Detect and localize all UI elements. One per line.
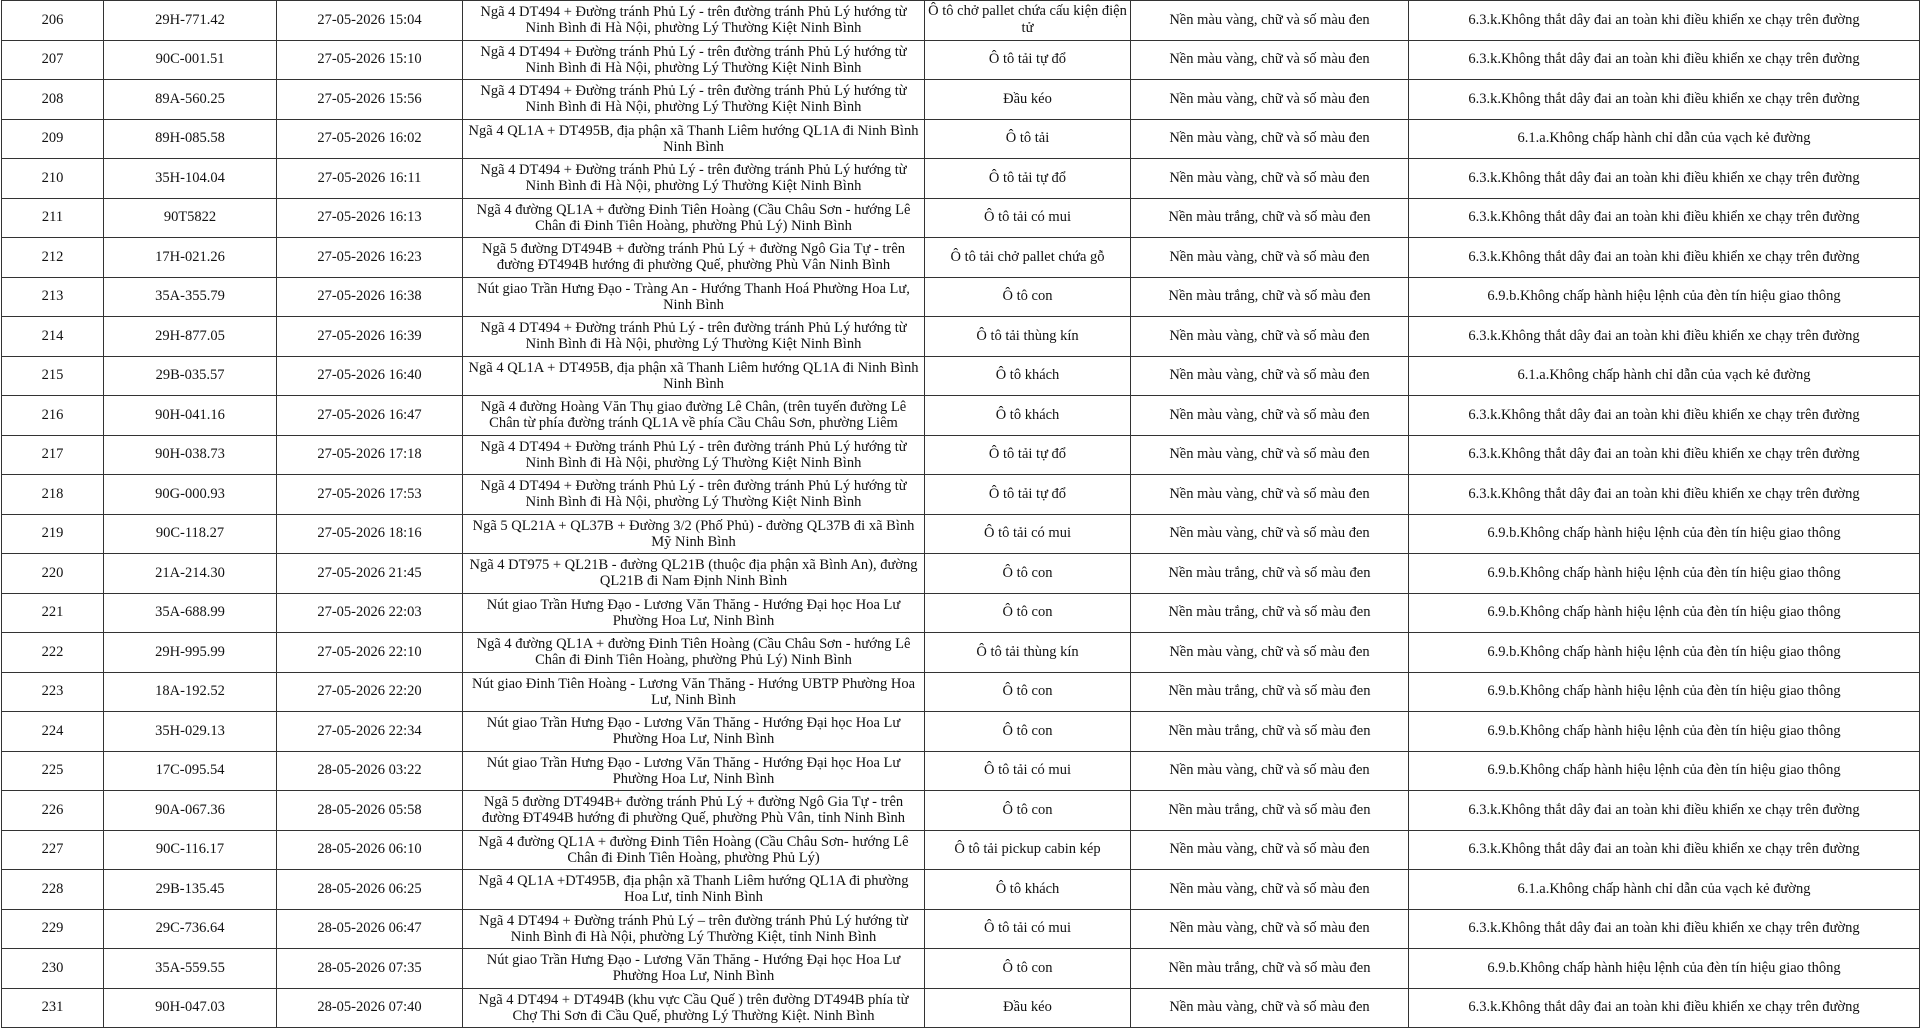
plate-color-cell: Nền màu trắng, chữ và số màu đen [1131,672,1409,712]
vehicle-type-cell: Ô tô tải tự đổ [925,435,1131,475]
plate-color-cell: Nền màu vàng, chữ và số màu đen [1131,870,1409,910]
row-number-cell: 223 [2,672,104,712]
violation-location-cell: Ngã 4 DT494 + DT494B (khu vực Cầu Quế ) trên đường DT494B phía từ Chợ Thi Sơn đi Cầu Quế, phường Lý Thường Kiệt. Ninh Bình [463,988,925,1028]
violation-description-cell: 6.3.k.Không thắt dây đai an toàn khi điều khiển xe chạy trên đường [1409,791,1920,831]
vehicle-type-cell: Ô tô tải tự đổ [925,40,1131,80]
row-number-cell: 225 [2,751,104,791]
violation-time-cell: 27-05-2026 22:34 [277,712,463,752]
table-row [2,909,1920,949]
row-number-cell: 219 [2,514,104,554]
violation-description-cell: 6.9.b.Không chấp hành hiệu lệnh của đèn tín hiệu giao thông [1409,277,1920,317]
vehicle-type-cell: Ô tô tải thùng kín [925,633,1131,673]
table-row [2,119,1920,159]
violation-description-cell: 6.3.k.Không thắt dây đai an toàn khi điều khiển xe chạy trên đường [1409,475,1920,515]
violation-description-cell: 6.3.k.Không thắt dây đai an toàn khi điều khiển xe chạy trên đường [1409,40,1920,80]
violation-description-cell: 6.3.k.Không thắt dây đai an toàn khi điều khiển xe chạy trên đường [1409,238,1920,278]
license-plate-cell: 29B-035.57 [104,356,277,396]
violation-time-cell: 27-05-2026 16:11 [277,159,463,199]
row-number-cell: 217 [2,435,104,475]
table-row [2,356,1920,396]
plate-color-cell: Nền màu vàng, chữ và số màu đen [1131,475,1409,515]
violation-time-cell: 27-05-2026 15:56 [277,80,463,120]
vehicle-type-cell: Ô tô tải tự đổ [925,475,1131,515]
violation-description-cell: 6.9.b.Không chấp hành hiệu lệnh của đèn tín hiệu giao thông [1409,514,1920,554]
row-number-cell: 210 [2,159,104,199]
vehicle-type-cell: Ô tô tải có mui [925,751,1131,791]
violation-location-cell: Nút giao Đinh Tiên Hoàng - Lương Văn Thăng - Hướng UBTP Phường Hoa Lư, Ninh Bình [463,672,925,712]
violation-description-cell: 6.3.k.Không thắt dây đai an toàn khi điều khiển xe chạy trên đường [1409,198,1920,238]
table-row [2,633,1920,673]
violation-description-cell: 6.3.k.Không thắt dây đai an toàn khi điều khiển xe chạy trên đường [1409,909,1920,949]
license-plate-cell: 29H-771.42 [104,1,277,41]
violation-location-cell: Ngã 4 đường QL1A + đường Đinh Tiên Hoàng (Cầu Châu Sơn - hướng Lê Chân đi Đinh Tiên Hoàng, phường Phủ Lý) Ninh Bình [463,198,925,238]
violation-description-cell: 6.9.b.Không chấp hành hiệu lệnh của đèn tín hiệu giao thông [1409,712,1920,752]
row-number-cell: 214 [2,317,104,357]
violation-location-cell: Ngã 4 đường Hoàng Văn Thụ giao đường Lê Chân, (trên tuyến đường Lê Chân từ phía đường tránh QL1A về phía Cầu Châu Sơn, phường Liêm [463,396,925,436]
table-row [2,277,1920,317]
violation-location-cell: Nút giao Trần Hưng Đạo - Lương Văn Thăng - Hướng Đại học Hoa Lư Phường Hoa Lư, Ninh Bình [463,712,925,752]
vehicle-type-cell: Ô tô tải có mui [925,909,1131,949]
violation-time-cell: 27-05-2026 16:23 [277,238,463,278]
license-plate-cell: 35A-559.55 [104,949,277,989]
license-plate-cell: 35A-688.99 [104,593,277,633]
row-number-cell: 216 [2,396,104,436]
vehicle-type-cell: Ô tô tải tự đổ [925,159,1131,199]
violation-time-cell: 27-05-2026 16:39 [277,317,463,357]
plate-color-cell: Nền màu vàng, chữ và số màu đen [1131,238,1409,278]
violation-location-cell: Ngã 4 DT494 + Đường tránh Phủ Lý - trên đường tránh Phủ Lý hướng từ Ninh Bình đi Hà Nội, phường Lý Thường Kiệt Ninh Bình [463,159,925,199]
violation-time-cell: 27-05-2026 16:38 [277,277,463,317]
plate-color-cell: Nền màu vàng, chữ và số màu đen [1131,356,1409,396]
violation-description-cell: 6.1.a.Không chấp hành chỉ dẫn của vạch kẻ đường [1409,119,1920,159]
plate-color-cell: Nền màu vàng, chữ và số màu đen [1131,751,1409,791]
violation-description-cell: 6.9.b.Không chấp hành hiệu lệnh của đèn tín hiệu giao thông [1409,751,1920,791]
violation-description-cell: 6.9.b.Không chấp hành hiệu lệnh của đèn tín hiệu giao thông [1409,672,1920,712]
violation-description-cell: 6.3.k.Không thắt dây đai an toàn khi điều khiển xe chạy trên đường [1409,159,1920,199]
table-body [2,1,1920,1028]
violation-description-cell: 6.9.b.Không chấp hành hiệu lệnh của đèn tín hiệu giao thông [1409,593,1920,633]
vehicle-type-cell: Đầu kéo [925,80,1131,120]
violation-location-cell: Ngã 4 DT494 + Đường tránh Phủ Lý - trên đường tránh Phủ Lý hướng từ Ninh Bình đi Hà Nội, phường Lý Thường Kiệt Ninh Bình [463,475,925,515]
violation-location-cell: Ngã 4 đường QL1A + đường Đinh Tiên Hoàng (Cầu Châu Sơn- hướng Lê Chân đi Đinh Tiên Hoàng, phường Phủ Lý) [463,830,925,870]
row-number-cell: 211 [2,198,104,238]
violation-description-cell: 6.1.a.Không chấp hành chỉ dẫn của vạch kẻ đường [1409,356,1920,396]
violation-description-cell: 6.9.b.Không chấp hành hiệu lệnh của đèn tín hiệu giao thông [1409,633,1920,673]
row-number-cell: 208 [2,80,104,120]
table-row [2,830,1920,870]
violations-table [1,0,1920,1028]
license-plate-cell: 29H-995.99 [104,633,277,673]
violation-time-cell: 27-05-2026 16:47 [277,396,463,436]
violation-location-cell: Ngã 4 DT975 + QL21B - đường QL21B (thuộc địa phận xã Bình An), đường QL21B đi Nam Định Ninh Bình [463,554,925,594]
row-number-cell: 224 [2,712,104,752]
row-number-cell: 218 [2,475,104,515]
violation-time-cell: 28-05-2026 05:58 [277,791,463,831]
license-plate-cell: 90H-041.16 [104,396,277,436]
row-number-cell: 213 [2,277,104,317]
plate-color-cell: Nền màu vàng, chữ và số màu đen [1131,396,1409,436]
violation-description-cell: 6.3.k.Không thắt dây đai an toàn khi điều khiển xe chạy trên đường [1409,830,1920,870]
row-number-cell: 207 [2,40,104,80]
license-plate-cell: 90H-038.73 [104,435,277,475]
row-number-cell: 229 [2,909,104,949]
table-row [2,672,1920,712]
table-row [2,593,1920,633]
vehicle-type-cell: Ô tô tải thùng kín [925,317,1131,357]
violation-description-cell: 6.9.b.Không chấp hành hiệu lệnh của đèn tín hiệu giao thông [1409,949,1920,989]
vehicle-type-cell: Ô tô con [925,554,1131,594]
violation-time-cell: 28-05-2026 06:25 [277,870,463,910]
table-row [2,791,1920,831]
violation-description-cell: 6.3.k.Không thắt dây đai an toàn khi điều khiển xe chạy trên đường [1409,396,1920,436]
vehicle-type-cell: Ô tô con [925,672,1131,712]
violation-time-cell: 27-05-2026 22:10 [277,633,463,673]
violation-location-cell: Ngã 5 đường DT494B+ đường tránh Phủ Lý + đường Ngô Gia Tự - trên đường ĐT494B hướng đi phường Quế, phường Phù Vân, tỉnh Ninh Bình [463,791,925,831]
license-plate-cell: 90C-001.51 [104,40,277,80]
vehicle-type-cell: Ô tô con [925,949,1131,989]
plate-color-cell: Nền màu trắng, chữ và số màu đen [1131,198,1409,238]
violation-time-cell: 28-05-2026 06:47 [277,909,463,949]
table-row [2,317,1920,357]
violation-location-cell: Ngã 4 DT494 + Đường tránh Phủ Lý - trên đường tránh Phủ Lý hướng từ Ninh Bình đi Hà Nội, phường Lý Thường Kiệt Ninh Bình [463,80,925,120]
row-number-cell: 227 [2,830,104,870]
row-number-cell: 230 [2,949,104,989]
vehicle-type-cell: Ô tô khách [925,356,1131,396]
license-plate-cell: 89H-085.58 [104,119,277,159]
violation-location-cell: Ngã 4 QL1A +DT495B, địa phận xã Thanh Liêm hướng QL1A đi phường Hoa Lư, tỉnh Ninh Bình [463,870,925,910]
plate-color-cell: Nền màu vàng, chữ và số màu đen [1131,119,1409,159]
plate-color-cell: Nền màu trắng, chữ và số màu đen [1131,949,1409,989]
table-row [2,751,1920,791]
table-row [2,159,1920,199]
vehicle-type-cell: Ô tô tải chở pallet chứa gỗ [925,238,1131,278]
row-number-cell: 226 [2,791,104,831]
violation-location-cell: Ngã 4 DT494 + Đường tránh Phủ Lý – trên đường tránh Phủ Lý hướng từ Ninh Bình đi Hà Nội, phường Lý Thường Kiệt, tỉnh Ninh Bình [463,909,925,949]
violation-time-cell: 27-05-2026 16:40 [277,356,463,396]
license-plate-cell: 90H-047.03 [104,988,277,1028]
plate-color-cell: Nền màu vàng, chữ và số màu đen [1131,514,1409,554]
violation-time-cell: 27-05-2026 21:45 [277,554,463,594]
vehicle-type-cell: Ô tô con [925,712,1131,752]
violation-location-cell: Ngã 4 DT494 + Đường tránh Phủ Lý - trên đường tránh Phủ Lý hướng từ Ninh Bình đi Hà Nội, phường Lý Thường Kiệt Ninh Bình [463,317,925,357]
violation-time-cell: 27-05-2026 17:18 [277,435,463,475]
table-row [2,40,1920,80]
row-number-cell: 215 [2,356,104,396]
row-number-cell: 228 [2,870,104,910]
violation-location-cell: Ngã 4 DT494 + Đường tránh Phủ Lý - trên đường tránh Phủ Lý hướng từ Ninh Bình đi Hà Nội, phường Lý Thường Kiệt Ninh Bình [463,40,925,80]
row-number-cell: 222 [2,633,104,673]
violation-description-cell: 6.3.k.Không thắt dây đai an toàn khi điều khiển xe chạy trên đường [1409,80,1920,120]
violation-description-cell: 6.9.b.Không chấp hành hiệu lệnh của đèn tín hiệu giao thông [1409,554,1920,594]
plate-color-cell: Nền màu vàng, chữ và số màu đen [1131,317,1409,357]
table-row [2,988,1920,1028]
plate-color-cell: Nền màu trắng, chữ và số màu đen [1131,554,1409,594]
violation-location-cell: Nút giao Trần Hưng Đạo - Lương Văn Thăng - Hướng Đại học Hoa Lư Phường Hoa Lư, Ninh Bình [463,949,925,989]
violation-description-cell: 6.3.k.Không thắt dây đai an toàn khi điều khiển xe chạy trên đường [1409,317,1920,357]
plate-color-cell: Nền màu vàng, chữ và số màu đen [1131,80,1409,120]
license-plate-cell: 29B-135.45 [104,870,277,910]
violation-location-cell: Ngã 4 DT494 + Đường tránh Phủ Lý - trên đường tránh Phủ Lý hướng từ Ninh Bình đi Hà Nội, phường Lý Thường Kiệt Ninh Bình [463,435,925,475]
license-plate-cell: 90G-000.93 [104,475,277,515]
plate-color-cell: Nền màu vàng, chữ và số màu đen [1131,435,1409,475]
plate-color-cell: Nền màu trắng, chữ và số màu đen [1131,277,1409,317]
plate-color-cell: Nền màu vàng, chữ và số màu đen [1131,159,1409,199]
violation-time-cell: 27-05-2026 18:16 [277,514,463,554]
violation-location-cell: Ngã 5 QL21A + QL37B + Đường 3/2 (Phố Phủ) - đường QL37B đi xã Bình Mỹ Ninh Bình [463,514,925,554]
row-number-cell: 209 [2,119,104,159]
license-plate-cell: 90A-067.36 [104,791,277,831]
table-row [2,396,1920,436]
vehicle-type-cell: Ô tô tải có mui [925,514,1131,554]
violation-location-cell: Ngã 4 đường QL1A + đường Đinh Tiên Hoàng (Cầu Châu Sơn - hướng Lê Chân đi Đinh Tiên Hoàng, phường Phủ Lý) Ninh Bình [463,633,925,673]
plate-color-cell: Nền màu vàng, chữ và số màu đen [1131,988,1409,1028]
license-plate-cell: 17H-021.26 [104,238,277,278]
violation-location-cell: Ngã 4 QL1A + DT495B, địa phận xã Thanh Liêm hướng QL1A đi Ninh Bình Ninh Bình [463,356,925,396]
plate-color-cell: Nền màu trắng, chữ và số màu đen [1131,712,1409,752]
license-plate-cell: 35H-029.13 [104,712,277,752]
row-number-cell: 212 [2,238,104,278]
plate-color-cell: Nền màu trắng, chữ và số màu đen [1131,791,1409,831]
license-plate-cell: 89A-560.25 [104,80,277,120]
license-plate-cell: 35H-104.04 [104,159,277,199]
table-row [2,198,1920,238]
row-number-cell: 221 [2,593,104,633]
violation-location-cell: Nút giao Trần Hưng Đạo - Tràng An - Hướng Thanh Hoá Phường Hoa Lư, Ninh Bình [463,277,925,317]
row-number-cell: 231 [2,988,104,1028]
table-row [2,80,1920,120]
violation-location-cell: Ngã 5 đường DT494B + đường tránh Phủ Lý + đường Ngô Gia Tự - trên đường ĐT494B hướng đi phường Quế, phường Phù Vân Ninh Bình [463,238,925,278]
table-row [2,712,1920,752]
plate-color-cell: Nền màu vàng, chữ và số màu đen [1131,1,1409,41]
plate-color-cell: Nền màu vàng, chữ và số màu đen [1131,40,1409,80]
license-plate-cell: 29C-736.64 [104,909,277,949]
table-row [2,514,1920,554]
violation-time-cell: 28-05-2026 07:35 [277,949,463,989]
vehicle-type-cell: Ô tô tải pickup cabin kép [925,830,1131,870]
violation-description-cell: 6.3.k.Không thắt dây đai an toàn khi điều khiển xe chạy trên đường [1409,435,1920,475]
vehicle-type-cell: Ô tô con [925,593,1131,633]
license-plate-cell: 90C-118.27 [104,514,277,554]
license-plate-cell: 17C-095.54 [104,751,277,791]
license-plate-cell: 29H-877.05 [104,317,277,357]
vehicle-type-cell: Ô tô tải có mui [925,198,1131,238]
table-row [2,238,1920,278]
violation-time-cell: 27-05-2026 17:53 [277,475,463,515]
vehicle-type-cell: Ô tô chở pallet chứa cấu kiện điện tử [925,1,1131,41]
violation-location-cell: Nút giao Trần Hưng Đạo - Lương Văn Thăng - Hướng Đại học Hoa Lư Phường Hoa Lư, Ninh Bình [463,593,925,633]
table-row [2,475,1920,515]
violation-description-cell: 6.1.a.Không chấp hành chỉ dẫn của vạch kẻ đường [1409,870,1920,910]
plate-color-cell: Nền màu trắng, chữ và số màu đen [1131,593,1409,633]
plate-color-cell: Nền màu vàng, chữ và số màu đen [1131,909,1409,949]
violation-time-cell: 28-05-2026 07:40 [277,988,463,1028]
table-row [2,435,1920,475]
plate-color-cell: Nền màu vàng, chữ và số màu đen [1131,633,1409,673]
violation-description-cell: 6.3.k.Không thắt dây đai an toàn khi điều khiển xe chạy trên đường [1409,1,1920,41]
violation-time-cell: 28-05-2026 06:10 [277,830,463,870]
violation-time-cell: 27-05-2026 22:20 [277,672,463,712]
license-plate-cell: 90C-116.17 [104,830,277,870]
vehicle-type-cell: Ô tô khách [925,870,1131,910]
license-plate-cell: 21A-214.30 [104,554,277,594]
violation-time-cell: 27-05-2026 22:03 [277,593,463,633]
row-number-cell: 220 [2,554,104,594]
violation-location-cell: Nút giao Trần Hưng Đạo - Lương Văn Thăng - Hướng Đại học Hoa Lư Phường Hoa Lư, Ninh Bình [463,751,925,791]
table-row [2,554,1920,594]
vehicle-type-cell: Ô tô khách [925,396,1131,436]
violation-time-cell: 27-05-2026 15:10 [277,40,463,80]
vehicle-type-cell: Ô tô con [925,277,1131,317]
row-number-cell: 206 [2,1,104,41]
violation-location-cell: Ngã 4 QL1A + DT495B, địa phận xã Thanh Liêm hướng QL1A đi Ninh Bình Ninh Bình [463,119,925,159]
vehicle-type-cell: Ô tô con [925,791,1131,831]
table-row [2,1,1920,41]
vehicle-type-cell: Ô tô tải [925,119,1131,159]
violation-time-cell: 27-05-2026 16:02 [277,119,463,159]
table-row [2,949,1920,989]
license-plate-cell: 35A-355.79 [104,277,277,317]
license-plate-cell: 18A-192.52 [104,672,277,712]
violation-location-cell: Ngã 4 DT494 + Đường tránh Phủ Lý - trên đường tránh Phủ Lý hướng từ Ninh Bình đi Hà Nội, phường Lý Thường Kiệt Ninh Bình [463,1,925,41]
violation-description-cell: 6.3.k.Không thắt dây đai an toàn khi điều khiển xe chạy trên đường [1409,988,1920,1028]
violation-time-cell: 27-05-2026 15:04 [277,1,463,41]
plate-color-cell: Nền màu vàng, chữ và số màu đen [1131,830,1409,870]
table-row [2,870,1920,910]
violation-time-cell: 27-05-2026 16:13 [277,198,463,238]
violation-time-cell: 28-05-2026 03:22 [277,751,463,791]
vehicle-type-cell: Đầu kéo [925,988,1131,1028]
license-plate-cell: 90T5822 [104,198,277,238]
